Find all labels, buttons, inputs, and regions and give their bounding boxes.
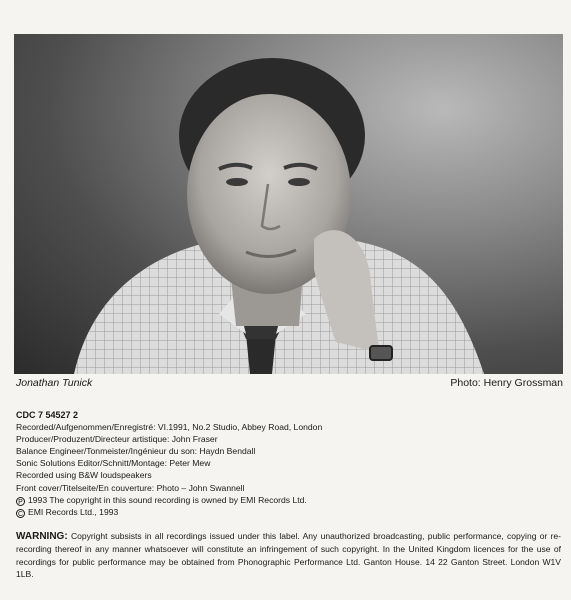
recording-credits bbox=[16, 409, 561, 518]
credit-line: Recorded using B&W loudspeakers bbox=[16, 470, 152, 481]
copyright-text: EMI Records Ltd., 1993 bbox=[28, 506, 119, 517]
copyright-symbol-icon: C bbox=[17, 510, 24, 518]
catalog-number: CDC 7 54527 2 bbox=[16, 410, 79, 420]
photo-caption-row bbox=[16, 377, 563, 389]
photo-subject-name: Jonathan Tunick bbox=[16, 377, 93, 389]
phonogram-notice bbox=[16, 494, 561, 506]
credit-line: Front cover/Titelseite/En couverture: Photo – John Swannell bbox=[16, 482, 245, 493]
copyright-notice bbox=[16, 506, 561, 518]
credit-line: Producer/Produzent/Directeur artistique: John Fraser bbox=[16, 434, 218, 445]
credit-line: Sonic Solutions Editor/Schnitt/Montage: Peter Mew bbox=[16, 458, 211, 469]
warning-text: Copyright subsists in all recordings issued under this label. Any unauthorized broadcasting, public performance, copying or re-recording thereof in any manner whatsoever will constitute an infringement of such copyright. In the United Kingdom licences for the use of recordings for public performance may be obtained from Phonographic Performance Ltd. Ganton House. 14 22 Ganton Street. London W1V 1LB. bbox=[16, 531, 562, 580]
credit-line: Balance Engineer/Tonmeister/Ingénieur du son: Haydn Bendall bbox=[16, 446, 256, 457]
phonogram-text: 1993 The copyright in this sound recording is owned by EMI Records Ltd. bbox=[28, 494, 307, 505]
photo-credit: Photo: Henry Grossman bbox=[450, 377, 563, 389]
phonogram-symbol-icon: P bbox=[16, 497, 25, 506]
portrait-illustration bbox=[14, 34, 563, 374]
warning-label: WARNING: bbox=[16, 531, 68, 542]
copyright-warning bbox=[16, 530, 561, 581]
portrait-photo bbox=[14, 34, 563, 374]
credit-line: Recorded/Aufgenommen/Enregistré: VI.1991, No.2 Studio, Abbey Road, London bbox=[16, 422, 323, 433]
